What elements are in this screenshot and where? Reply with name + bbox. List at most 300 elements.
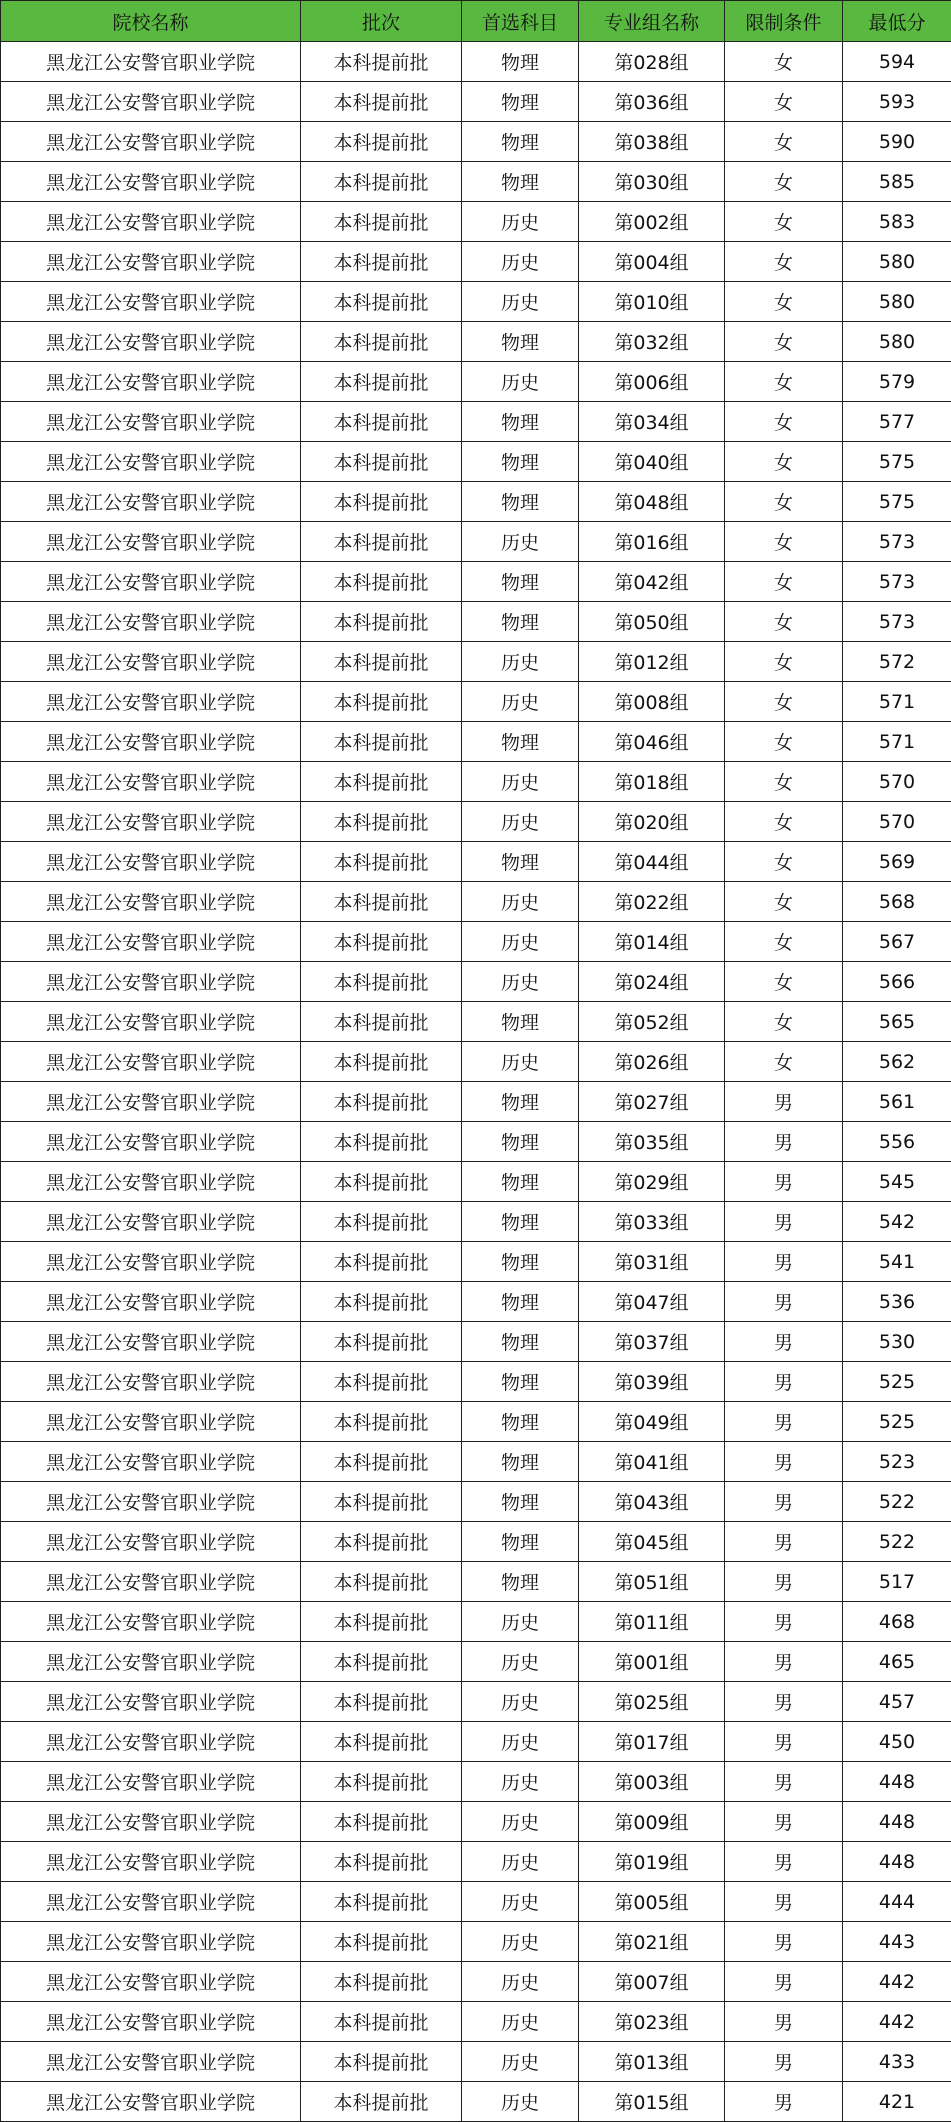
header-subject: 首选科目 [462,1,579,42]
table-row [1,162,951,202]
cell-restriction: 男 [725,1722,843,1762]
cell-subject: 物理 [462,1122,579,1162]
table-row [1,1602,951,1642]
cell-restriction: 女 [725,242,843,282]
table-row [1,1682,951,1722]
table-row [1,1322,951,1362]
cell-subject: 历史 [462,362,579,402]
cell-school-name: 黑龙江公安警官职业学院 [1,1522,301,1562]
cell-min-score: 421 [843,2082,951,2122]
cell-batch: 本科提前批 [301,42,462,82]
table-row [1,442,951,482]
cell-group-name: 第014组 [579,922,725,962]
cell-school-name: 黑龙江公安警官职业学院 [1,362,301,402]
cell-restriction: 女 [725,762,843,802]
cell-subject: 历史 [462,1882,579,1922]
cell-subject: 历史 [462,2002,579,2042]
cell-batch: 本科提前批 [301,1122,462,1162]
table-row [1,1282,951,1322]
table-row [1,1962,951,2002]
cell-batch: 本科提前批 [301,962,462,1002]
cell-min-score: 568 [843,882,951,922]
table-row [1,1002,951,1042]
cell-group-name: 第034组 [579,402,725,442]
cell-restriction: 女 [725,802,843,842]
cell-subject: 物理 [462,1362,579,1402]
cell-batch: 本科提前批 [301,1682,462,1722]
cell-subject: 物理 [462,1162,579,1202]
cell-school-name: 黑龙江公安警官职业学院 [1,602,301,642]
cell-batch: 本科提前批 [301,522,462,562]
table-row [1,882,951,922]
cell-batch: 本科提前批 [301,202,462,242]
cell-school-name: 黑龙江公安警官职业学院 [1,82,301,122]
cell-batch: 本科提前批 [301,1722,462,1762]
table-row [1,1922,951,1962]
cell-group-name: 第049组 [579,1402,725,1442]
cell-subject: 物理 [462,1082,579,1122]
cell-min-score: 575 [843,442,951,482]
cell-group-name: 第003组 [579,1762,725,1802]
cell-school-name: 黑龙江公安警官职业学院 [1,2042,301,2082]
cell-restriction: 男 [725,1602,843,1642]
cell-group-name: 第011组 [579,1602,725,1642]
cell-min-score: 573 [843,522,951,562]
table-row [1,2082,951,2122]
cell-batch: 本科提前批 [301,1522,462,1562]
cell-restriction: 女 [725,82,843,122]
cell-subject: 物理 [462,1442,579,1482]
cell-group-name: 第005组 [579,1882,725,1922]
cell-school-name: 黑龙江公安警官职业学院 [1,802,301,842]
cell-restriction: 女 [725,882,843,922]
cell-batch: 本科提前批 [301,1282,462,1322]
cell-group-name: 第025组 [579,1682,725,1722]
cell-school-name: 黑龙江公安警官职业学院 [1,2082,301,2122]
cell-school-name: 黑龙江公安警官职业学院 [1,1762,301,1802]
table-row [1,1562,951,1602]
cell-batch: 本科提前批 [301,762,462,802]
cell-batch: 本科提前批 [301,1162,462,1202]
cell-batch: 本科提前批 [301,1082,462,1122]
cell-min-score: 562 [843,1042,951,1082]
cell-school-name: 黑龙江公安警官职业学院 [1,1042,301,1082]
cell-school-name: 黑龙江公安警官职业学院 [1,1842,301,1882]
cell-subject: 物理 [462,602,579,642]
cell-restriction: 女 [725,922,843,962]
cell-min-score: 593 [843,82,951,122]
cell-restriction: 男 [725,1362,843,1402]
cell-min-score: 522 [843,1522,951,1562]
cell-group-name: 第052组 [579,1002,725,1042]
cell-batch: 本科提前批 [301,1882,462,1922]
cell-batch: 本科提前批 [301,1202,462,1242]
cell-restriction: 男 [725,1402,843,1442]
cell-min-score: 585 [843,162,951,202]
cell-subject: 物理 [462,402,579,442]
table-row [1,2002,951,2042]
cell-restriction: 男 [725,1242,843,1282]
cell-group-name: 第035组 [579,1122,725,1162]
cell-restriction: 男 [725,1882,843,1922]
cell-min-score: 525 [843,1362,951,1402]
cell-school-name: 黑龙江公安警官职业学院 [1,562,301,602]
cell-school-name: 黑龙江公安警官职业学院 [1,122,301,162]
cell-group-name: 第042组 [579,562,725,602]
cell-subject: 历史 [462,1642,579,1682]
cell-school-name: 黑龙江公安警官职业学院 [1,642,301,682]
cell-min-score: 442 [843,2002,951,2042]
cell-subject: 物理 [462,1522,579,1562]
cell-subject: 物理 [462,122,579,162]
cell-school-name: 黑龙江公安警官职业学院 [1,1002,301,1042]
cell-group-name: 第006组 [579,362,725,402]
cell-subject: 历史 [462,2042,579,2082]
cell-group-name: 第018组 [579,762,725,802]
cell-restriction: 女 [725,1042,843,1082]
cell-min-score: 580 [843,242,951,282]
cell-batch: 本科提前批 [301,162,462,202]
cell-subject: 物理 [462,322,579,362]
cell-restriction: 男 [725,1922,843,1962]
table-header [1,1,951,42]
cell-school-name: 黑龙江公安警官职业学院 [1,1642,301,1682]
cell-restriction: 男 [725,1162,843,1202]
cell-min-score: 517 [843,1562,951,1602]
cell-restriction: 女 [725,482,843,522]
cell-batch: 本科提前批 [301,1602,462,1642]
cell-restriction: 女 [725,562,843,602]
cell-restriction: 男 [725,2002,843,2042]
cell-group-name: 第017组 [579,1722,725,1762]
cell-batch: 本科提前批 [301,282,462,322]
table-row [1,1802,951,1842]
cell-min-score: 541 [843,1242,951,1282]
cell-group-name: 第039组 [579,1362,725,1402]
cell-restriction: 男 [725,1642,843,1682]
cell-school-name: 黑龙江公安警官职业学院 [1,722,301,762]
cell-batch: 本科提前批 [301,322,462,362]
cell-min-score: 594 [843,42,951,82]
cell-batch: 本科提前批 [301,1002,462,1042]
cell-subject: 物理 [462,1002,579,1042]
cell-restriction: 男 [725,2082,843,2122]
cell-min-score: 575 [843,482,951,522]
cell-min-score: 561 [843,1082,951,1122]
cell-school-name: 黑龙江公安警官职业学院 [1,1122,301,1162]
cell-group-name: 第026组 [579,1042,725,1082]
cell-min-score: 523 [843,1442,951,1482]
cell-school-name: 黑龙江公安警官职业学院 [1,1162,301,1202]
cell-restriction: 男 [725,1442,843,1482]
cell-batch: 本科提前批 [301,1802,462,1842]
cell-school-name: 黑龙江公安警官职业学院 [1,1562,301,1602]
cell-school-name: 黑龙江公安警官职业学院 [1,1962,301,2002]
cell-subject: 历史 [462,1042,579,1082]
table-row [1,322,951,362]
cell-school-name: 黑龙江公安警官职业学院 [1,842,301,882]
table-row [1,1522,951,1562]
cell-min-score: 448 [843,1802,951,1842]
cell-school-name: 黑龙江公安警官职业学院 [1,1442,301,1482]
cell-group-name: 第013组 [579,2042,725,2082]
cell-restriction: 男 [725,1122,843,1162]
cell-subject: 物理 [462,722,579,762]
cell-batch: 本科提前批 [301,1642,462,1682]
cell-min-score: 565 [843,1002,951,1042]
cell-batch: 本科提前批 [301,242,462,282]
cell-batch: 本科提前批 [301,122,462,162]
cell-restriction: 男 [725,1962,843,2002]
cell-min-score: 545 [843,1162,951,1202]
cell-school-name: 黑龙江公安警官职业学院 [1,42,301,82]
cell-subject: 物理 [462,1242,579,1282]
cell-batch: 本科提前批 [301,442,462,482]
cell-subject: 历史 [462,682,579,722]
table-row [1,1842,951,1882]
cell-subject: 物理 [462,442,579,482]
cell-min-score: 570 [843,802,951,842]
cell-batch: 本科提前批 [301,642,462,682]
table-row [1,842,951,882]
cell-school-name: 黑龙江公安警官职业学院 [1,882,301,922]
cell-restriction: 男 [725,1802,843,1842]
table-row [1,282,951,322]
table-row [1,362,951,402]
cell-group-name: 第043组 [579,1482,725,1522]
cell-restriction: 女 [725,722,843,762]
cell-school-name: 黑龙江公安警官职业学院 [1,1402,301,1442]
cell-restriction: 男 [725,1202,843,1242]
cell-subject: 历史 [462,642,579,682]
cell-restriction: 男 [725,1762,843,1802]
cell-group-name: 第015组 [579,2082,725,2122]
cell-restriction: 女 [725,122,843,162]
cell-min-score: 567 [843,922,951,962]
cell-restriction: 女 [725,642,843,682]
cell-subject: 物理 [462,842,579,882]
header-row [1,1,951,42]
cell-batch: 本科提前批 [301,2002,462,2042]
table-body [1,42,951,2122]
header-restriction: 限制条件 [725,1,843,42]
cell-group-name: 第004组 [579,242,725,282]
cell-school-name: 黑龙江公安警官职业学院 [1,762,301,802]
cell-subject: 历史 [462,882,579,922]
cell-min-score: 590 [843,122,951,162]
cell-batch: 本科提前批 [301,922,462,962]
cell-school-name: 黑龙江公安警官职业学院 [1,1602,301,1642]
cell-subject: 历史 [462,1762,579,1802]
cell-restriction: 女 [725,682,843,722]
cell-school-name: 黑龙江公安警官职业学院 [1,1242,301,1282]
cell-batch: 本科提前批 [301,882,462,922]
cell-min-score: 433 [843,2042,951,2082]
cell-school-name: 黑龙江公安警官职业学院 [1,1922,301,1962]
cell-batch: 本科提前批 [301,722,462,762]
cell-restriction: 女 [725,842,843,882]
cell-batch: 本科提前批 [301,1962,462,2002]
cell-restriction: 男 [725,1482,843,1522]
cell-min-score: 448 [843,1762,951,1802]
table-row [1,1122,951,1162]
cell-min-score: 457 [843,1682,951,1722]
cell-group-name: 第029组 [579,1162,725,1202]
table-row [1,42,951,82]
cell-min-score: 580 [843,322,951,362]
cell-group-name: 第009组 [579,1802,725,1842]
cell-batch: 本科提前批 [301,562,462,602]
cell-school-name: 黑龙江公安警官职业学院 [1,242,301,282]
cell-school-name: 黑龙江公安警官职业学院 [1,682,301,722]
table-row [1,402,951,442]
cell-school-name: 黑龙江公安警官职业学院 [1,2002,301,2042]
cell-subject: 历史 [462,1802,579,1842]
table-row [1,1362,951,1402]
table-row [1,642,951,682]
cell-group-name: 第027组 [579,1082,725,1122]
cell-school-name: 黑龙江公安警官职业学院 [1,1282,301,1322]
cell-min-score: 542 [843,1202,951,1242]
cell-school-name: 黑龙江公安警官职业学院 [1,282,301,322]
cell-group-name: 第048组 [579,482,725,522]
cell-batch: 本科提前批 [301,1042,462,1082]
cell-restriction: 男 [725,1562,843,1602]
cell-batch: 本科提前批 [301,1842,462,1882]
table-row [1,2042,951,2082]
cell-min-score: 583 [843,202,951,242]
cell-group-name: 第022组 [579,882,725,922]
cell-group-name: 第028组 [579,42,725,82]
cell-min-score: 566 [843,962,951,1002]
table-row [1,1762,951,1802]
cell-subject: 物理 [462,42,579,82]
cell-group-name: 第036组 [579,82,725,122]
table-row [1,522,951,562]
cell-subject: 物理 [462,1202,579,1242]
table-row [1,1722,951,1762]
cell-min-score: 579 [843,362,951,402]
cell-batch: 本科提前批 [301,1242,462,1282]
cell-school-name: 黑龙江公安警官职业学院 [1,962,301,1002]
cell-group-name: 第032组 [579,322,725,362]
cell-subject: 历史 [462,282,579,322]
cell-school-name: 黑龙江公安警官职业学院 [1,402,301,442]
cell-subject: 历史 [462,802,579,842]
cell-group-name: 第023组 [579,2002,725,2042]
cell-min-score: 580 [843,282,951,322]
cell-restriction: 女 [725,362,843,402]
cell-subject: 物理 [462,1322,579,1362]
cell-school-name: 黑龙江公安警官职业学院 [1,162,301,202]
cell-batch: 本科提前批 [301,1482,462,1522]
cell-min-score: 522 [843,1482,951,1522]
cell-group-name: 第051组 [579,1562,725,1602]
cell-group-name: 第008组 [579,682,725,722]
cell-batch: 本科提前批 [301,82,462,122]
cell-school-name: 黑龙江公安警官职业学院 [1,202,301,242]
table-row [1,922,951,962]
cell-restriction: 女 [725,602,843,642]
cell-min-score: 570 [843,762,951,802]
cell-restriction: 女 [725,962,843,1002]
cell-restriction: 男 [725,1282,843,1322]
cell-restriction: 男 [725,1082,843,1122]
cell-subject: 历史 [462,1722,579,1762]
cell-min-score: 577 [843,402,951,442]
table-row [1,1882,951,1922]
cell-school-name: 黑龙江公安警官职业学院 [1,1362,301,1402]
cell-batch: 本科提前批 [301,402,462,442]
cell-min-score: 530 [843,1322,951,1362]
cell-group-name: 第002组 [579,202,725,242]
header-school-name: 院校名称 [1,1,301,42]
cell-school-name: 黑龙江公安警官职业学院 [1,1682,301,1722]
header-batch: 批次 [301,1,462,42]
cell-subject: 历史 [462,762,579,802]
cell-subject: 历史 [462,1962,579,2002]
cell-subject: 历史 [462,522,579,562]
cell-subject: 历史 [462,202,579,242]
cell-min-score: 525 [843,1402,951,1442]
table-row [1,1202,951,1242]
cell-group-name: 第038组 [579,122,725,162]
cell-subject: 物理 [462,562,579,602]
table-row [1,802,951,842]
table-row [1,1082,951,1122]
table-row [1,482,951,522]
cell-subject: 物理 [462,1562,579,1602]
cell-group-name: 第037组 [579,1322,725,1362]
cell-min-score: 569 [843,842,951,882]
cell-school-name: 黑龙江公安警官职业学院 [1,1482,301,1522]
table-row [1,122,951,162]
cell-batch: 本科提前批 [301,1762,462,1802]
cell-restriction: 女 [725,1002,843,1042]
table-row [1,1242,951,1282]
cell-subject: 物理 [462,482,579,522]
cell-school-name: 黑龙江公安警官职业学院 [1,522,301,562]
cell-subject: 历史 [462,1842,579,1882]
cell-batch: 本科提前批 [301,602,462,642]
cell-school-name: 黑龙江公安警官职业学院 [1,1802,301,1842]
cell-restriction: 女 [725,402,843,442]
table-row [1,202,951,242]
cell-group-name: 第016组 [579,522,725,562]
cell-restriction: 女 [725,442,843,482]
cell-batch: 本科提前批 [301,1562,462,1602]
table-row [1,1402,951,1442]
table-row [1,962,951,1002]
cell-restriction: 女 [725,202,843,242]
cell-group-name: 第040组 [579,442,725,482]
cell-group-name: 第020组 [579,802,725,842]
cell-subject: 物理 [462,162,579,202]
cell-restriction: 女 [725,282,843,322]
cell-min-score: 572 [843,642,951,682]
cell-group-name: 第007组 [579,1962,725,2002]
table-row [1,1442,951,1482]
cell-batch: 本科提前批 [301,1322,462,1362]
header-group-name: 专业组名称 [579,1,725,42]
cell-school-name: 黑龙江公安警官职业学院 [1,482,301,522]
cell-restriction: 男 [725,1522,843,1562]
cell-group-name: 第024组 [579,962,725,1002]
table-row [1,602,951,642]
cell-restriction: 女 [725,42,843,82]
cell-school-name: 黑龙江公安警官职业学院 [1,1722,301,1762]
cell-group-name: 第046组 [579,722,725,762]
